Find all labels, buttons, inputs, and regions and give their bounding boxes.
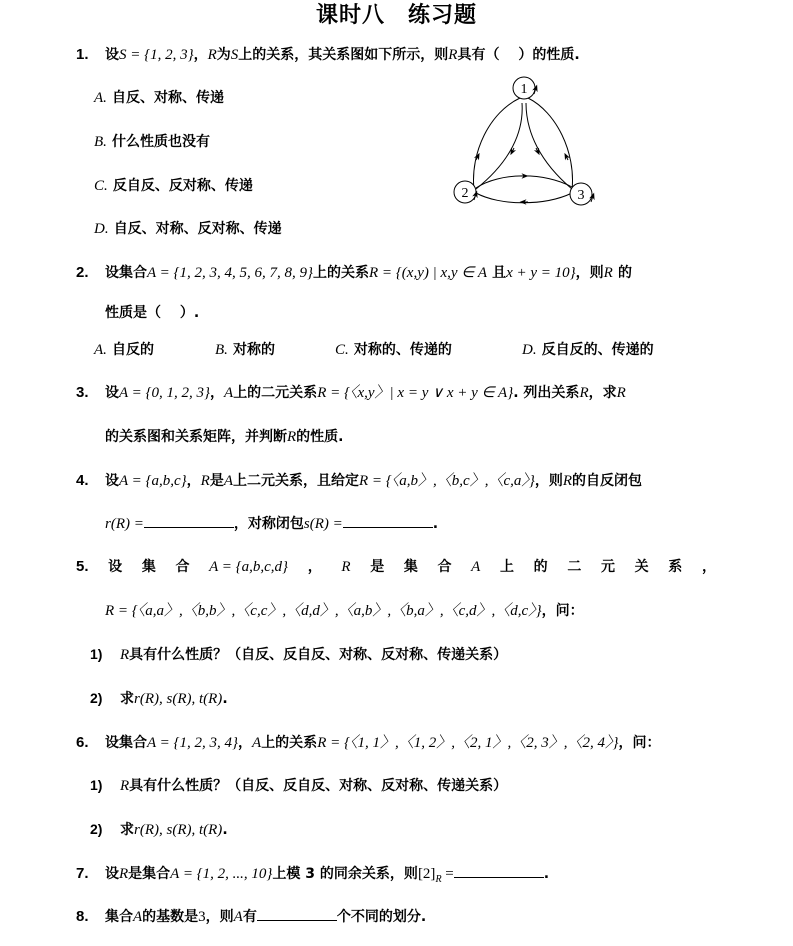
text: 设	[105, 385, 119, 401]
question-5-sub-1	[90, 644, 507, 665]
math: R	[603, 265, 613, 281]
text: 上	[500, 559, 514, 575]
question-2-stem	[76, 262, 632, 283]
text: 上的二元关系	[233, 385, 318, 401]
text: 集合	[105, 909, 133, 925]
option-label: B.	[215, 342, 228, 358]
node-2	[454, 181, 476, 203]
text: 集	[141, 559, 156, 575]
text: 设	[105, 47, 119, 63]
math: R	[448, 47, 458, 63]
text: 的基数是	[142, 909, 199, 925]
math: r(R), s(R), t(R)	[134, 822, 223, 838]
text: 系	[668, 559, 683, 575]
text: ，	[238, 735, 253, 751]
text: ，	[307, 559, 322, 575]
question-5-sub-2	[90, 688, 228, 709]
option-text: 自反、对称、传递	[112, 90, 225, 106]
svg-text:3: 3	[577, 188, 585, 203]
math: R	[120, 647, 130, 663]
text: 且	[492, 265, 507, 281]
math: [2]	[417, 866, 436, 882]
sub-number: 2)	[90, 690, 103, 706]
text: ，对称闭包	[233, 516, 304, 532]
math: A	[233, 909, 243, 925]
option-label: D.	[522, 342, 537, 358]
math: A = {0, 1, 2, 3}	[119, 385, 211, 401]
text: 上模 3 的同余关系，则	[272, 866, 418, 882]
option-text: 对称的、传递的	[353, 342, 452, 358]
text: 上的关系	[261, 735, 318, 751]
option-text: 反自反的、传递的	[541, 342, 654, 358]
text: 的	[533, 559, 548, 575]
sub-number: 2)	[90, 821, 103, 837]
text: 求	[120, 691, 134, 707]
question-number: 2.	[76, 264, 89, 281]
question-2-options	[94, 339, 654, 360]
option-b	[215, 339, 335, 360]
math: R = {〈a,b〉,〈b,c〉,〈c,a〉}	[359, 473, 535, 489]
math: A = {a,b,c}	[119, 473, 187, 489]
text: 元	[600, 559, 615, 575]
text: ，	[193, 47, 208, 63]
math: A = {a,b,c,d}	[209, 559, 289, 575]
math: r(R) =	[105, 516, 144, 532]
svg-text:2: 2	[461, 186, 469, 201]
text: 求	[120, 822, 134, 838]
text: ，则	[575, 265, 604, 281]
math: s(R) =	[303, 516, 343, 532]
question-4-stem	[76, 470, 642, 491]
math: 3	[198, 909, 206, 925]
text: ，	[186, 473, 201, 489]
option-label: A.	[94, 90, 107, 106]
question-3-stem-cont	[105, 426, 344, 447]
text: 有	[242, 909, 257, 925]
question-8-stem	[76, 906, 426, 927]
answer-blank[interactable]	[257, 906, 337, 921]
node-3	[570, 183, 593, 205]
math: A	[252, 735, 262, 751]
sub-number: 1)	[90, 646, 103, 662]
question-6-sub-1	[90, 775, 507, 796]
math: A	[224, 385, 234, 401]
option-label: C.	[335, 342, 349, 358]
text: 具有什么性质？（自反、反自反、对称、反对称、传递关系）	[129, 778, 508, 794]
math: A = {1, 2, ..., 10}	[170, 866, 273, 882]
answer-blank[interactable]	[454, 863, 544, 878]
math: R	[579, 385, 589, 401]
text: 的关系图和关系矩阵，并判断	[105, 429, 287, 445]
text: 上的关系，其关系图如下所示，则	[238, 47, 449, 63]
question-5-relation	[105, 600, 584, 621]
text: 为	[216, 47, 231, 63]
option-text: 自反、对称、反对称、传递	[113, 221, 282, 237]
question-number: 1.	[76, 46, 89, 63]
math: R	[119, 866, 129, 882]
svg-text:1: 1	[520, 82, 528, 97]
text: 的	[617, 265, 632, 281]
text: 是集合	[128, 866, 171, 882]
option-label: B.	[94, 134, 107, 150]
question-number: 7.	[76, 865, 89, 882]
text: 设	[108, 559, 123, 575]
text: ，求	[588, 385, 617, 401]
text: 具有什么性质？（自反、反自反、对称、反对称、传递关系）	[129, 647, 508, 663]
text: 设	[105, 473, 119, 489]
answer-blank[interactable]	[343, 513, 433, 528]
text: 关	[634, 559, 649, 575]
math: S	[230, 47, 239, 63]
option-text: 反自反、反对称、传递	[112, 178, 253, 194]
question-6-stem	[76, 732, 660, 753]
text: ，则	[205, 909, 234, 925]
math: R = {〈a,a〉,〈b,b〉,〈c,c〉,〈d,d〉,〈a,b〉,〈b,a〉,〈c,d〉,〈d,c〉}	[105, 603, 542, 619]
text: 合	[437, 559, 452, 575]
question-2-stem-cont	[105, 302, 199, 323]
question-4-stem-cont	[105, 513, 438, 534]
text: 二	[567, 559, 582, 575]
text: 集	[403, 559, 418, 575]
text: 设	[105, 866, 119, 882]
option-label: D.	[94, 221, 109, 237]
question-6-sub-2	[90, 819, 228, 840]
math: r(R), s(R), t(R)	[134, 691, 223, 707]
edge-3-2	[476, 193, 572, 203]
option-d	[94, 218, 282, 239]
option-text: 对称的	[233, 342, 276, 358]
math: R = {〈x,y〉| x = y ∨ x + y ∈ A}	[317, 385, 514, 401]
question-number: 3.	[76, 384, 89, 401]
question-3-stem	[76, 382, 626, 403]
text: . 列出关系	[513, 385, 580, 401]
option-text: 自反的	[112, 342, 155, 358]
text: .	[543, 866, 550, 882]
question-number: 4.	[76, 472, 89, 489]
option-b	[94, 131, 210, 152]
math: A = {1, 2, 3, 4, 5, 6, 7, 8, 9}	[147, 265, 314, 281]
math: R = {(x,y) | x,y ∈ A	[369, 265, 488, 281]
text: 设集合	[105, 265, 147, 281]
option-label: C.	[94, 178, 108, 194]
text: 具有（ ）的性质.	[457, 47, 580, 63]
text: 个不同的划分.	[336, 909, 427, 925]
question-5-stem	[76, 557, 716, 577]
text: .	[222, 691, 228, 707]
text: 的自反闭包	[572, 473, 643, 489]
text: ，问：	[541, 603, 584, 619]
text: ，	[210, 385, 225, 401]
math: A	[471, 559, 481, 575]
text: .	[432, 516, 439, 532]
math: R	[562, 473, 573, 489]
option-label: A.	[94, 342, 107, 358]
question-number: 8.	[76, 908, 89, 925]
option-text: 什么性质也没有	[112, 134, 211, 150]
math: A	[133, 909, 143, 925]
relation-graph	[440, 72, 620, 212]
text: 是	[209, 473, 224, 489]
answer-blank[interactable]	[144, 513, 234, 528]
text: 设集合	[105, 735, 147, 751]
text: 的性质.	[296, 429, 344, 445]
page-title: 课时八 练习题	[315, 3, 477, 28]
math: R	[207, 47, 217, 63]
option-d	[522, 339, 654, 358]
option-c	[94, 175, 253, 196]
math: A = {1, 2, 3, 4}	[147, 735, 239, 751]
text: ，则	[534, 473, 563, 489]
math: =	[441, 866, 454, 882]
node-1	[513, 77, 536, 99]
text: 合	[175, 559, 190, 575]
question-number: 5.	[76, 558, 89, 575]
math: R	[341, 559, 351, 575]
text: 性质是（ ）.	[105, 305, 200, 321]
math: R	[120, 778, 130, 794]
edge-2-3	[476, 176, 572, 188]
math-subscript: R	[435, 874, 442, 885]
question-7-stem	[76, 863, 549, 890]
math: A	[223, 473, 234, 489]
option-a	[94, 339, 215, 360]
math: R = {〈1, 1〉,〈1, 2〉,〈2, 1〉,〈2, 3〉,〈2, 4〉}	[317, 735, 619, 751]
option-a	[94, 87, 224, 108]
math: R	[287, 429, 297, 445]
math: S = {1, 2, 3}	[119, 47, 194, 63]
text: 是	[370, 559, 385, 575]
option-c	[335, 339, 522, 360]
math: R	[616, 385, 626, 401]
text: 上二元关系，且给定	[233, 473, 360, 489]
sub-number: 1)	[90, 777, 103, 793]
text: ，	[701, 559, 716, 575]
math: x + y = 10}	[506, 265, 576, 281]
text: ，问：	[618, 735, 661, 751]
math: R	[200, 473, 210, 489]
text: 上的关系	[313, 265, 370, 281]
question-number: 6.	[76, 734, 89, 751]
text: .	[222, 822, 228, 838]
question-1-stem	[76, 44, 580, 65]
